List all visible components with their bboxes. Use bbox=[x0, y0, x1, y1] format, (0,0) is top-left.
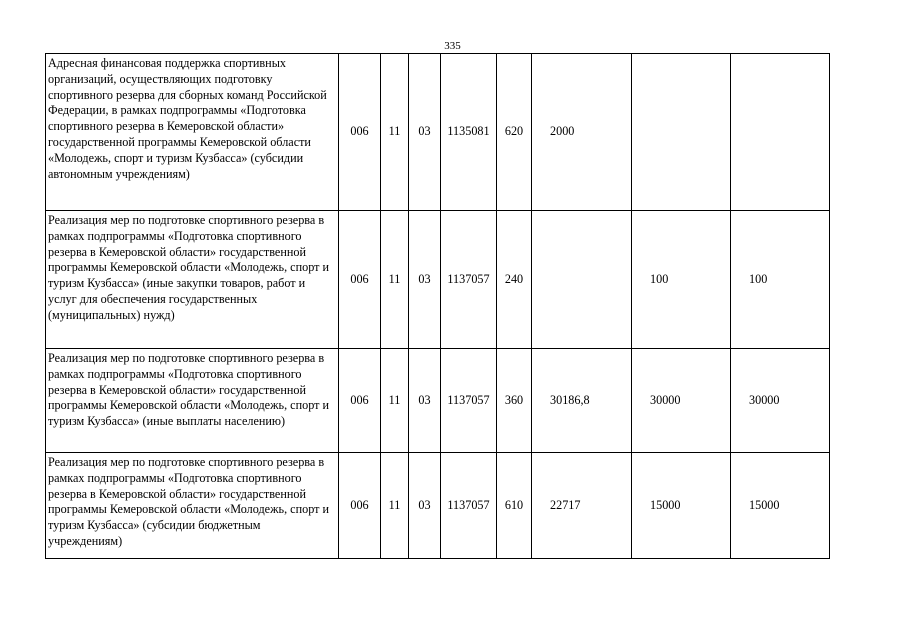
subsection-code: 03 bbox=[409, 211, 441, 349]
budget-table bbox=[45, 53, 830, 559]
expense-type-code: 620 bbox=[497, 54, 532, 211]
table-row bbox=[46, 54, 830, 211]
target-article-code: 1135081 bbox=[441, 54, 497, 211]
section-code: 11 bbox=[381, 349, 409, 453]
amount-year-3: 15000 bbox=[731, 453, 830, 559]
expense-description: Адресная финансовая поддержка спортивных организаций, осуществляющих подготовку спортивного резерва для сборных команд Российской Федерации, в рамках подпрограммы «Подготовка спортивного резерва в Кемеровской области» государственной программы Кемеровской области «Молодежь, спорт и туризм Кузбасса» (субсидии автономным учреждениям) bbox=[46, 54, 339, 211]
amount-year-3: 100 bbox=[731, 211, 830, 349]
subsection-code: 03 bbox=[409, 54, 441, 211]
subsection-code: 03 bbox=[409, 453, 441, 559]
section-code: 11 bbox=[381, 211, 409, 349]
section-code: 11 bbox=[381, 54, 409, 211]
target-article-code: 1137057 bbox=[441, 211, 497, 349]
ministry-code: 006 bbox=[339, 453, 381, 559]
expense-type-code: 610 bbox=[497, 453, 532, 559]
amount-year-3: 30000 bbox=[731, 349, 830, 453]
amount-year-2: 30000 bbox=[632, 349, 731, 453]
table-row bbox=[46, 453, 830, 559]
amount-year-2: 15000 bbox=[632, 453, 731, 559]
expense-description: Реализация мер по подготовке спортивного резерва в рамках подпрограммы «Подготовка спортивного резерва в Кемеровской области» государственной программы Кемеровской области «Молодежь, спорт и туризм Кузбасса» (иные закупки товаров, работ и услуг для обеспечения государственных (муниципальных) нужд) bbox=[46, 211, 339, 349]
ministry-code: 006 bbox=[339, 349, 381, 453]
expense-description: Реализация мер по подготовке спортивного резерва в рамках подпрограммы «Подготовка спортивного резерва в Кемеровской области» государственной программы Кемеровской области «Молодежь, спорт и туризм Кузбасса» (субсидии бюджетным учреждениям) bbox=[46, 453, 339, 559]
expense-type-code: 240 bbox=[497, 211, 532, 349]
subsection-code: 03 bbox=[409, 349, 441, 453]
expense-description: Реализация мер по подготовке спортивного резерва в рамках подпрограммы «Подготовка спортивного резерва в Кемеровской области» государственной программы Кемеровской области «Молодежь, спорт и туризм Кузбасса» (иные выплаты населению) bbox=[46, 349, 339, 453]
table-row bbox=[46, 211, 830, 349]
target-article-code: 1137057 bbox=[441, 453, 497, 559]
amount-year-2 bbox=[632, 54, 731, 211]
table-row bbox=[46, 349, 830, 453]
expense-type-code: 360 bbox=[497, 349, 532, 453]
amount-year-2: 100 bbox=[632, 211, 731, 349]
ministry-code: 006 bbox=[339, 54, 381, 211]
amount-year-1 bbox=[532, 211, 632, 349]
amount-year-1: 2000 bbox=[532, 54, 632, 211]
target-article-code: 1137057 bbox=[441, 349, 497, 453]
section-code: 11 bbox=[381, 453, 409, 559]
amount-year-1: 30186,8 bbox=[532, 349, 632, 453]
ministry-code: 006 bbox=[339, 211, 381, 349]
amount-year-3 bbox=[731, 54, 830, 211]
page-number: 335 bbox=[444, 40, 461, 52]
amount-year-1: 22717 bbox=[532, 453, 632, 559]
